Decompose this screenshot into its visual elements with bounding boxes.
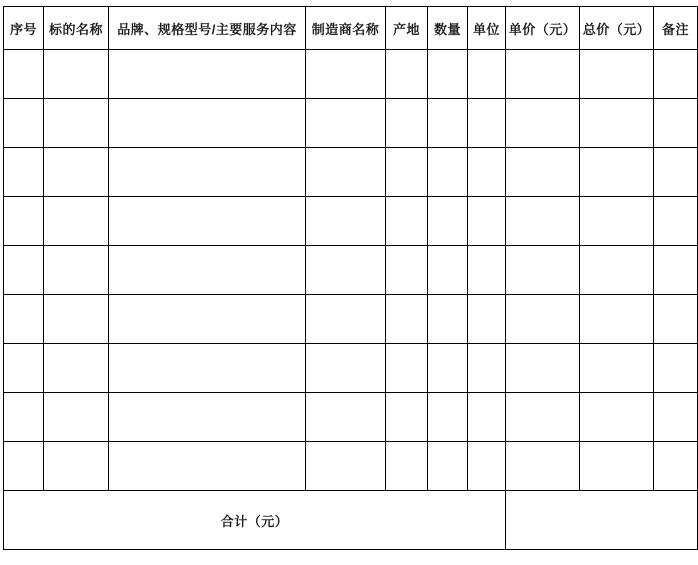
table-cell	[506, 344, 580, 393]
total-value-cell	[506, 491, 698, 550]
table-cell	[4, 148, 44, 197]
table-cell	[428, 393, 468, 442]
table-cell	[654, 442, 698, 491]
table-cell	[306, 197, 386, 246]
header-item-name: 标的名称	[44, 7, 109, 50]
table-cell	[468, 99, 506, 148]
table-cell	[386, 148, 428, 197]
table-cell	[580, 246, 654, 295]
table-cell	[468, 197, 506, 246]
table-cell	[506, 393, 580, 442]
table-cell	[386, 246, 428, 295]
table-cell	[44, 442, 109, 491]
table-cell	[428, 197, 468, 246]
table-row	[4, 295, 698, 344]
table-cell	[580, 295, 654, 344]
table-cell	[44, 344, 109, 393]
table-cell	[580, 197, 654, 246]
table-cell	[386, 50, 428, 99]
table-body	[4, 50, 698, 491]
table-cell	[654, 99, 698, 148]
header-serial-number: 序号	[4, 7, 44, 50]
header-total-price: 总价（元）	[580, 7, 654, 50]
table-cell	[109, 393, 306, 442]
table-row	[4, 99, 698, 148]
table-cell	[306, 50, 386, 99]
table-cell	[580, 148, 654, 197]
table-cell	[428, 148, 468, 197]
table-row	[4, 50, 698, 99]
total-label-cell: 合计（元）	[4, 491, 506, 550]
table-cell	[428, 295, 468, 344]
table-cell	[386, 99, 428, 148]
table-cell	[44, 295, 109, 344]
table-cell	[654, 344, 698, 393]
table-row	[4, 393, 698, 442]
header-brand-spec-service: 品牌、规格型号/主要服务内容	[109, 7, 306, 50]
table-cell	[109, 295, 306, 344]
header-origin: 产地	[386, 7, 428, 50]
table-cell	[306, 442, 386, 491]
table-cell	[506, 50, 580, 99]
table-cell	[654, 295, 698, 344]
header-manufacturer-name: 制造商名称	[306, 7, 386, 50]
table-cell	[306, 344, 386, 393]
table-cell	[428, 99, 468, 148]
table-cell	[506, 295, 580, 344]
table-cell	[654, 246, 698, 295]
table-cell	[44, 50, 109, 99]
table-cell	[468, 344, 506, 393]
table-cell	[386, 295, 428, 344]
header-unit: 单位	[468, 7, 506, 50]
table-cell	[44, 99, 109, 148]
table-row	[4, 442, 698, 491]
table-row	[4, 197, 698, 246]
table-cell	[4, 344, 44, 393]
quotation-table	[3, 6, 698, 550]
table-cell	[468, 295, 506, 344]
table-cell	[4, 295, 44, 344]
table-cell	[428, 50, 468, 99]
table-cell	[44, 246, 109, 295]
table-cell	[506, 197, 580, 246]
table-cell	[506, 442, 580, 491]
table-cell	[468, 148, 506, 197]
table-cell	[428, 344, 468, 393]
table-cell	[4, 246, 44, 295]
table-cell	[654, 148, 698, 197]
table-cell	[4, 442, 44, 491]
table-cell	[44, 393, 109, 442]
table-cell	[109, 442, 306, 491]
table-cell	[4, 99, 44, 148]
table-cell	[654, 393, 698, 442]
table-cell	[468, 393, 506, 442]
table-row	[4, 344, 698, 393]
table-cell	[4, 197, 44, 246]
table-cell	[468, 246, 506, 295]
table-cell	[109, 50, 306, 99]
header-quantity: 数量	[428, 7, 468, 50]
table-cell	[109, 197, 306, 246]
table-cell	[654, 50, 698, 99]
table-cell	[306, 246, 386, 295]
header-remarks: 备注	[654, 7, 698, 50]
header-unit-price: 单价（元）	[506, 7, 580, 50]
table-row	[4, 148, 698, 197]
table-cell	[306, 99, 386, 148]
table-cell	[428, 246, 468, 295]
table-cell	[306, 295, 386, 344]
table-cell	[580, 50, 654, 99]
table-cell	[468, 50, 506, 99]
table-cell	[4, 393, 44, 442]
table-cell	[580, 99, 654, 148]
table-cell	[386, 197, 428, 246]
table-cell	[580, 393, 654, 442]
table-cell	[580, 442, 654, 491]
table-cell	[506, 99, 580, 148]
table-cell	[44, 197, 109, 246]
table-cell	[580, 344, 654, 393]
table-cell	[109, 99, 306, 148]
table-cell	[109, 148, 306, 197]
table-cell	[44, 148, 109, 197]
table-cell	[468, 442, 506, 491]
table-cell	[654, 197, 698, 246]
table-cell	[4, 50, 44, 99]
header-row	[4, 7, 698, 50]
table-cell	[506, 246, 580, 295]
table-cell	[109, 246, 306, 295]
table-cell	[109, 344, 306, 393]
table-cell	[386, 393, 428, 442]
table-cell	[506, 148, 580, 197]
table-cell	[386, 344, 428, 393]
table-cell	[386, 442, 428, 491]
table-row	[4, 246, 698, 295]
table-cell	[306, 393, 386, 442]
table-cell	[428, 442, 468, 491]
total-row	[4, 491, 698, 550]
table-cell	[306, 148, 386, 197]
